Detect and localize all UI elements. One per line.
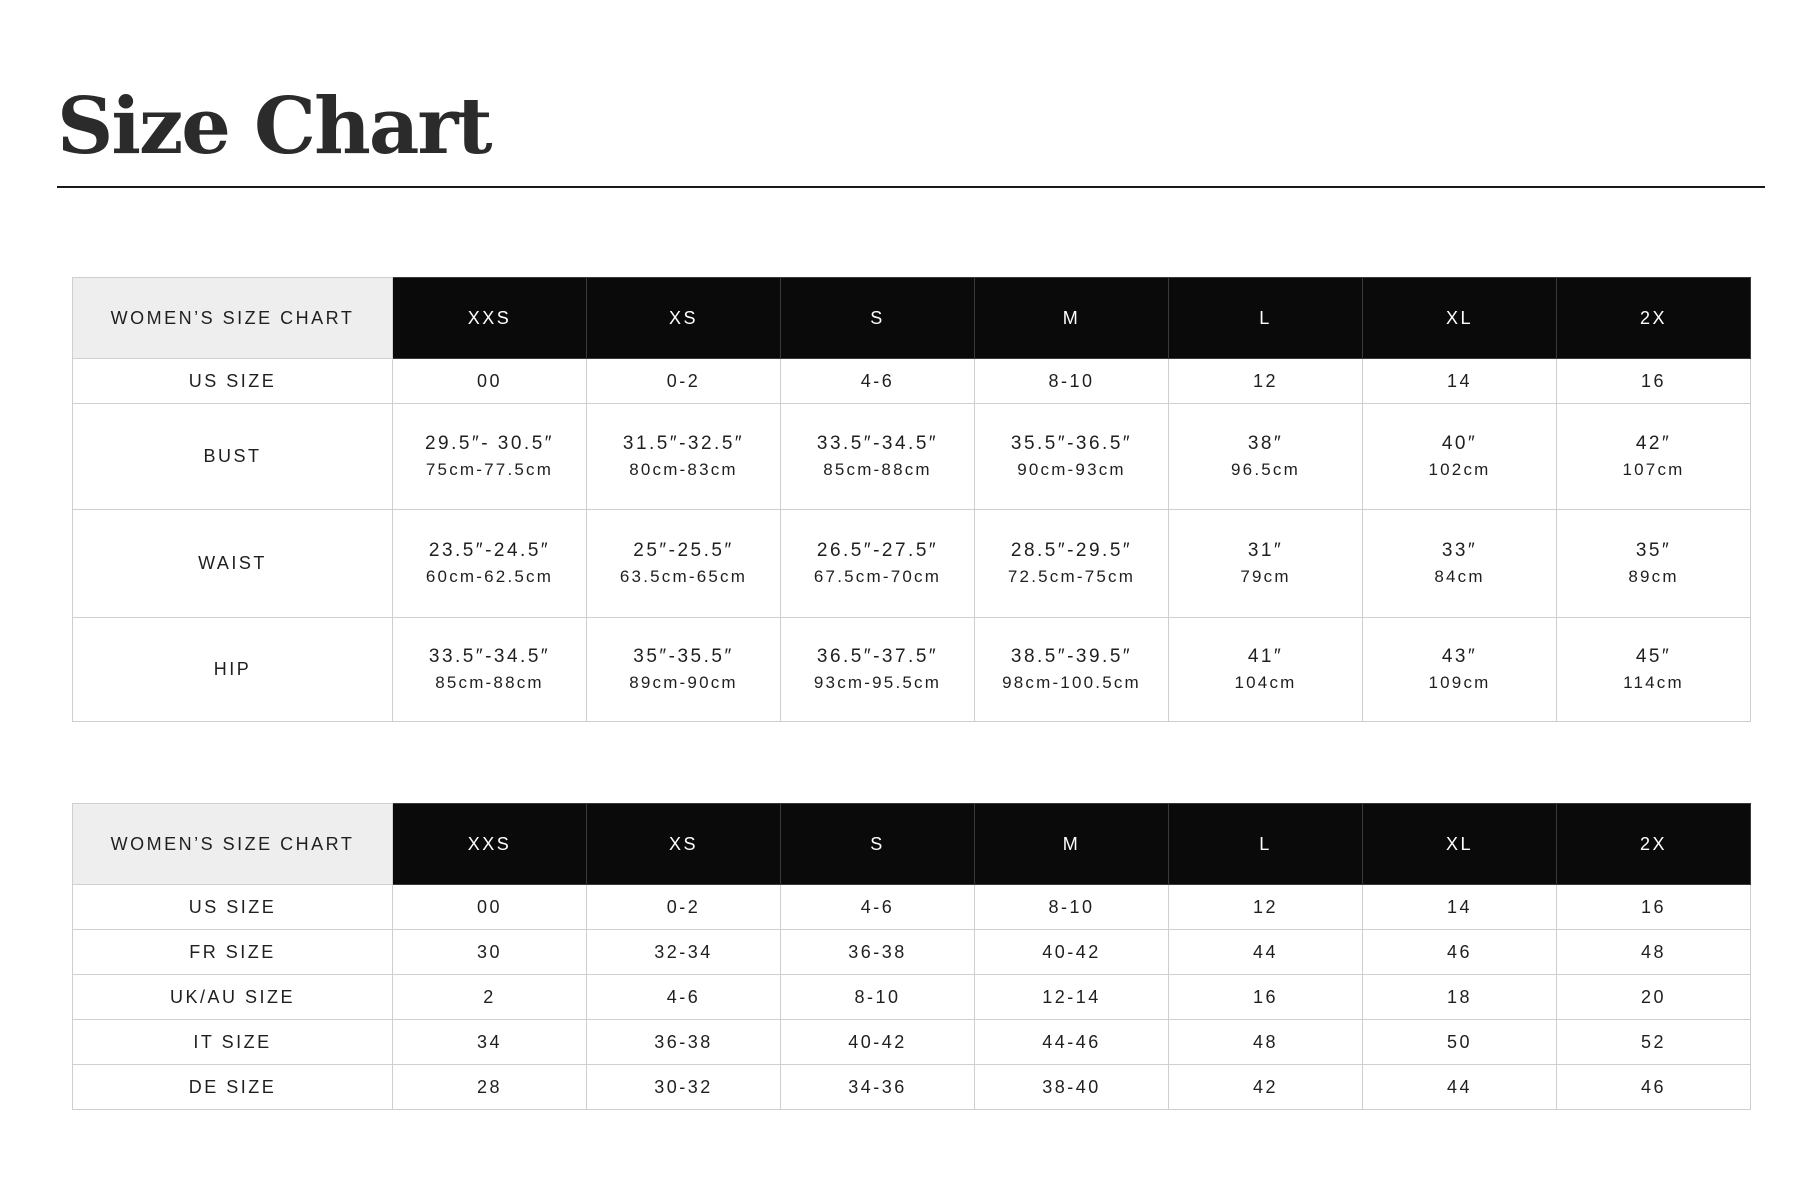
table-cell: 12 xyxy=(1169,885,1363,930)
metric-value: 80cm-83cm xyxy=(629,459,738,479)
imperial-value: 31″ xyxy=(1247,539,1284,561)
table-row-uk-au-size xyxy=(73,975,1751,1020)
size-header-xl: XL xyxy=(1363,278,1557,359)
table-cell: 52 xyxy=(1557,1020,1751,1065)
table-cell: 44-46 xyxy=(975,1020,1169,1065)
table-cell: 00 xyxy=(393,885,587,930)
table-row-us-size xyxy=(73,359,1751,404)
imperial-value: 23.5″-24.5″ xyxy=(428,539,551,561)
table-cell: 16 xyxy=(1169,975,1363,1020)
table-cell: 12-14 xyxy=(975,975,1169,1020)
imperial-value: 45″ xyxy=(1635,645,1672,667)
metric-value: 89cm-90cm xyxy=(629,672,738,692)
title-divider xyxy=(57,186,1765,188)
table-cell: 32-34 xyxy=(587,930,781,975)
table-row-us-size xyxy=(73,885,1751,930)
measurements-size-table xyxy=(72,277,1751,722)
imperial-value: 33.5″-34.5″ xyxy=(428,645,551,667)
table-cell xyxy=(1557,404,1751,510)
metric-value: 98cm-100.5cm xyxy=(1002,672,1141,692)
row-label: DE SIZE xyxy=(73,1065,393,1110)
table-cell xyxy=(393,404,587,510)
table-row-de-size xyxy=(73,1065,1751,1110)
table-cell: 30 xyxy=(393,930,587,975)
table-cell xyxy=(975,404,1169,510)
table-cell: 38-40 xyxy=(975,1065,1169,1110)
metric-value: 109cm xyxy=(1428,672,1491,692)
table-row-it-size xyxy=(73,1020,1751,1065)
table-cell: 34 xyxy=(393,1020,587,1065)
page-title: Size Chart xyxy=(57,81,491,172)
imperial-value: 38.5″-39.5″ xyxy=(1010,645,1133,667)
table-cell: 4-6 xyxy=(781,885,975,930)
table-cell: 36-38 xyxy=(781,930,975,975)
table-cell xyxy=(781,404,975,510)
table-cell: 20 xyxy=(1557,975,1751,1020)
table-cell xyxy=(1363,510,1557,618)
table-cell: 46 xyxy=(1557,1065,1751,1110)
metric-value: 84cm xyxy=(1434,566,1485,586)
imperial-value: 33″ xyxy=(1441,539,1478,561)
table-cell: 18 xyxy=(1363,975,1557,1020)
table-corner-label: WOMEN’S SIZE CHART xyxy=(73,804,393,885)
size-header-m: M xyxy=(975,278,1169,359)
table-cell xyxy=(393,618,587,722)
size-header-l: L xyxy=(1169,278,1363,359)
size-header-xxs: XXS xyxy=(393,804,587,885)
table-cell: 40-42 xyxy=(975,930,1169,975)
size-header-xs: XS xyxy=(587,278,781,359)
table-cell: 8-10 xyxy=(975,359,1169,404)
table-header-row xyxy=(73,278,1751,359)
imperial-value: 40″ xyxy=(1441,432,1478,454)
table-cell: 48 xyxy=(1557,930,1751,975)
table-cell xyxy=(393,510,587,618)
imperial-value: 38″ xyxy=(1247,432,1284,454)
size-header-s: S xyxy=(781,804,975,885)
metric-value: 107cm xyxy=(1622,459,1685,479)
table-corner-label: WOMEN’S SIZE CHART xyxy=(73,278,393,359)
table-cell: 46 xyxy=(1363,930,1557,975)
metric-value: 63.5cm-65cm xyxy=(619,566,748,586)
table-row-waist xyxy=(73,510,1751,618)
table-cell: 4-6 xyxy=(781,359,975,404)
size-header-l: L xyxy=(1169,804,1363,885)
imperial-value: 31.5″-32.5″ xyxy=(622,432,745,454)
table-cell xyxy=(1169,404,1363,510)
table-row-hip xyxy=(73,618,1751,722)
table-cell: 4-6 xyxy=(587,975,781,1020)
metric-value: 67.5cm-70cm xyxy=(813,566,942,586)
imperial-value: 25″-25.5″ xyxy=(633,539,734,561)
imperial-value: 33.5″-34.5″ xyxy=(816,432,939,454)
conversion-size-table xyxy=(72,803,1751,1110)
imperial-value: 35″ xyxy=(1635,539,1672,561)
size-header-xs: XS xyxy=(587,804,781,885)
imperial-value: 42″ xyxy=(1635,432,1672,454)
table-cell xyxy=(1557,510,1751,618)
size-header-2x: 2X xyxy=(1557,804,1751,885)
table-cell xyxy=(1557,618,1751,722)
table-cell: 42 xyxy=(1169,1065,1363,1110)
table-cell: 48 xyxy=(1169,1020,1363,1065)
metric-value: 90cm-93cm xyxy=(1017,459,1126,479)
size-header-2x: 2X xyxy=(1557,278,1751,359)
row-label: HIP xyxy=(73,618,393,722)
table-cell: 14 xyxy=(1363,359,1557,404)
metric-value: 93cm-95.5cm xyxy=(813,672,942,692)
metric-value: 96.5cm xyxy=(1231,459,1300,479)
table-cell: 40-42 xyxy=(781,1020,975,1065)
table-cell xyxy=(975,510,1169,618)
imperial-value: 26.5″-27.5″ xyxy=(816,539,939,561)
metric-value: 72.5cm-75cm xyxy=(1007,566,1136,586)
row-label: BUST xyxy=(73,404,393,510)
table-cell xyxy=(975,618,1169,722)
table-row-fr-size xyxy=(73,930,1751,975)
table-cell xyxy=(1363,404,1557,510)
metric-value: 104cm xyxy=(1234,672,1297,692)
metric-value: 60cm-62.5cm xyxy=(425,566,554,586)
table-row-bust xyxy=(73,404,1751,510)
table-cell: 16 xyxy=(1557,359,1751,404)
table-cell: 36-38 xyxy=(587,1020,781,1065)
table-cell: 44 xyxy=(1363,1065,1557,1110)
table-cell: 16 xyxy=(1557,885,1751,930)
size-header-m: M xyxy=(975,804,1169,885)
metric-value: 85cm-88cm xyxy=(823,459,932,479)
table-cell: 28 xyxy=(393,1065,587,1110)
imperial-value: 28.5″-29.5″ xyxy=(1010,539,1133,561)
size-header-s: S xyxy=(781,278,975,359)
table-cell xyxy=(1169,510,1363,618)
table-cell: 50 xyxy=(1363,1020,1557,1065)
metric-value: 85cm-88cm xyxy=(435,672,544,692)
imperial-value: 41″ xyxy=(1247,645,1284,667)
metric-value: 89cm xyxy=(1628,566,1679,586)
imperial-value: 43″ xyxy=(1441,645,1478,667)
table-cell: 12 xyxy=(1169,359,1363,404)
table-cell xyxy=(587,618,781,722)
row-label: WAIST xyxy=(73,510,393,618)
size-header-xl: XL xyxy=(1363,804,1557,885)
imperial-value: 36.5″-37.5″ xyxy=(816,645,939,667)
table-cell xyxy=(1169,618,1363,722)
row-label: US SIZE xyxy=(73,359,393,404)
imperial-value: 35″-35.5″ xyxy=(633,645,734,667)
row-label: FR SIZE xyxy=(73,930,393,975)
table-cell: 8-10 xyxy=(975,885,1169,930)
table-cell: 34-36 xyxy=(781,1065,975,1110)
metric-value: 79cm xyxy=(1240,566,1291,586)
table-cell: 0-2 xyxy=(587,885,781,930)
table-cell: 0-2 xyxy=(587,359,781,404)
table-cell: 00 xyxy=(393,359,587,404)
imperial-value: 35.5″-36.5″ xyxy=(1010,432,1133,454)
table-cell xyxy=(1363,618,1557,722)
metric-value: 114cm xyxy=(1623,672,1684,692)
table-header-row xyxy=(73,804,1751,885)
table-cell: 44 xyxy=(1169,930,1363,975)
table-cell xyxy=(587,510,781,618)
table-cell: 14 xyxy=(1363,885,1557,930)
size-header-xxs: XXS xyxy=(393,278,587,359)
table-cell xyxy=(781,510,975,618)
table-cell xyxy=(781,618,975,722)
metric-value: 75cm-77.5cm xyxy=(425,459,554,479)
row-label: UK/AU SIZE xyxy=(73,975,393,1020)
row-label: IT SIZE xyxy=(73,1020,393,1065)
row-label: US SIZE xyxy=(73,885,393,930)
table-cell xyxy=(587,404,781,510)
imperial-value: 29.5″- 30.5″ xyxy=(424,432,555,454)
table-cell: 2 xyxy=(393,975,587,1020)
table-cell: 8-10 xyxy=(781,975,975,1020)
metric-value: 102cm xyxy=(1428,459,1491,479)
table-cell: 30-32 xyxy=(587,1065,781,1110)
